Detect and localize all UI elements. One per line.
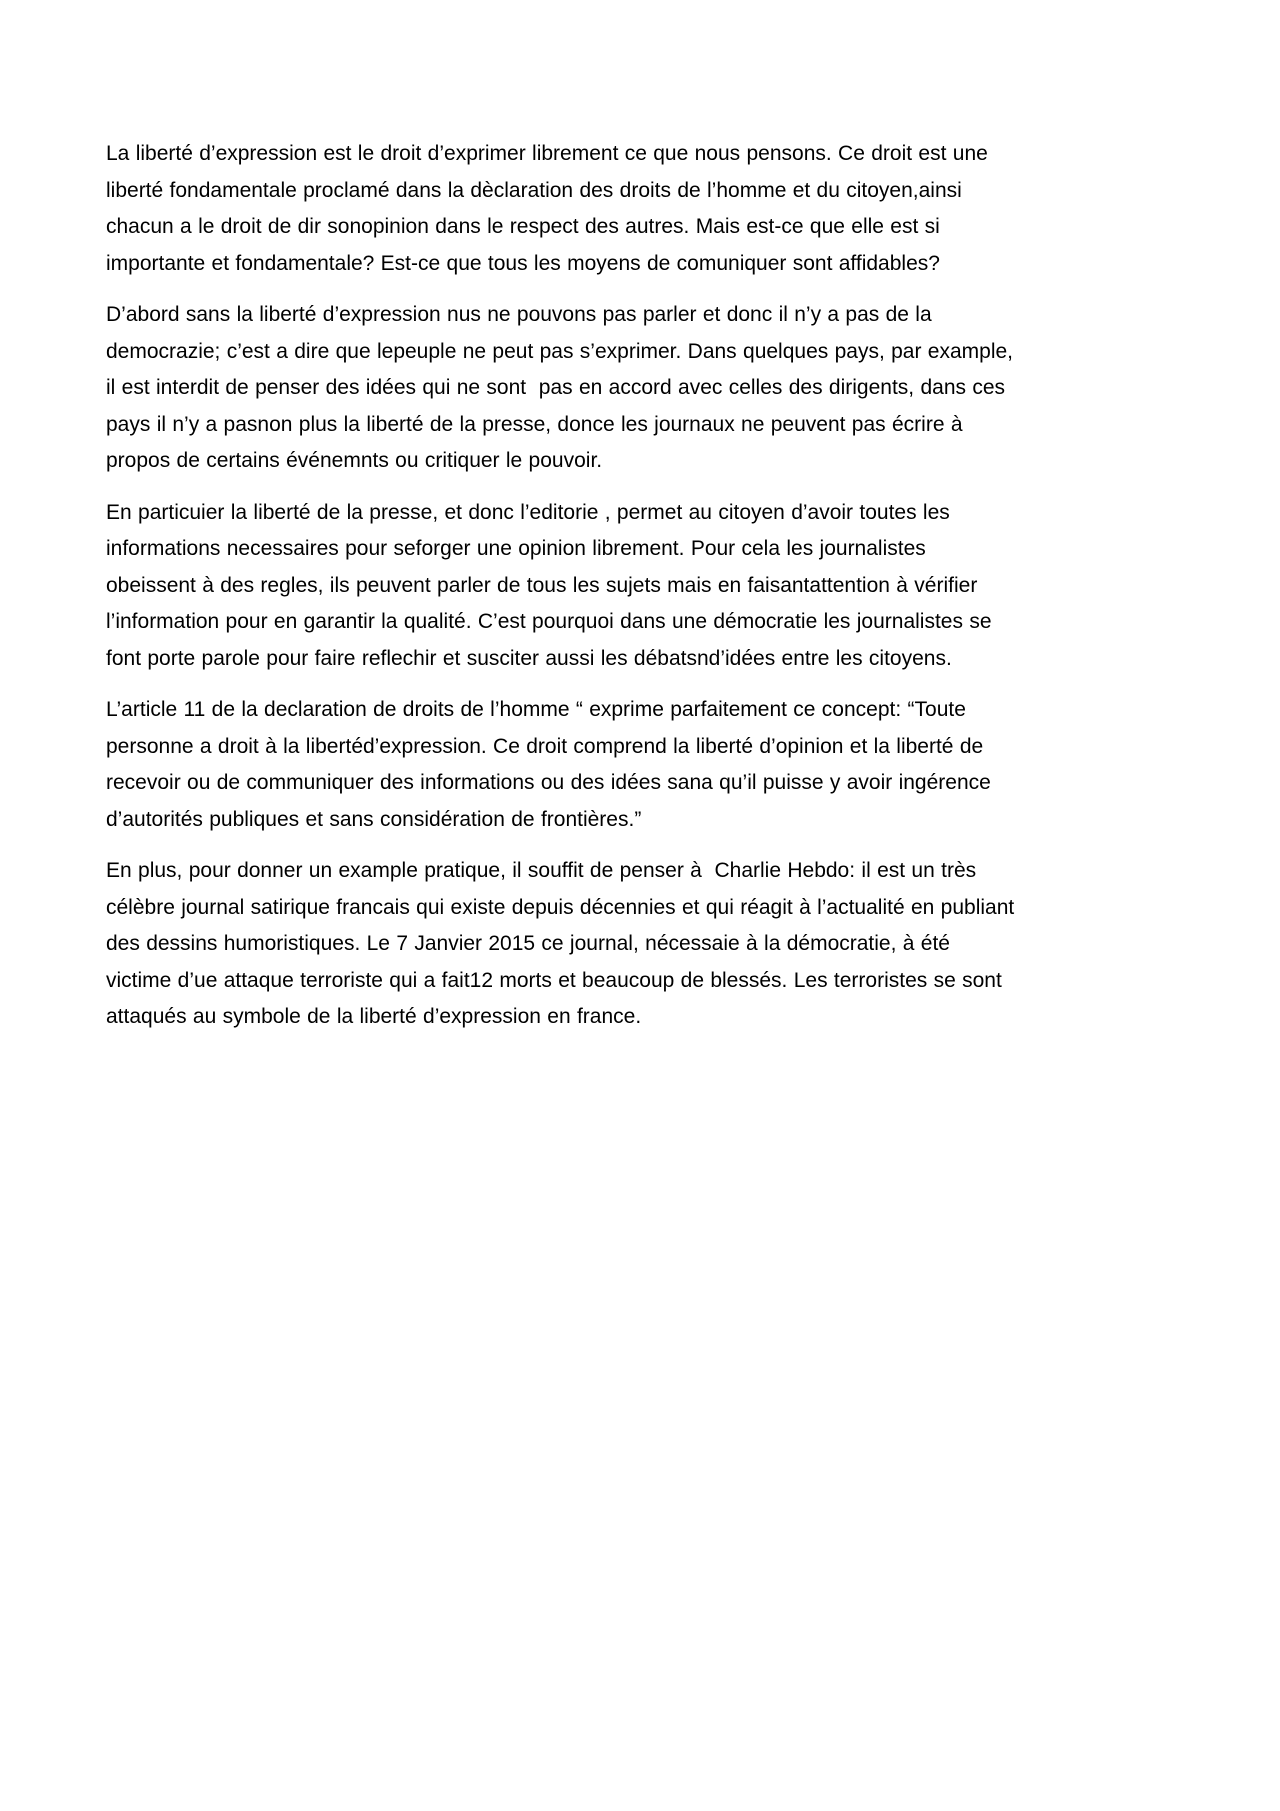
paragraph-liberte-presse: En particuier la liberté de la presse, et donc l’editorie , permet au citoyen d’avoir toutes les informations necessaires pour seforger une opinion librement. Pour cela les journalistes obeissent à des regles, ils peuvent parler de tous les sujets mais en faisantattention à vérifier l’information pour en garantir la qualité. C’est pourquoi dans une démocratie les journalistes se font porte parole pour faire reflechir et susciter aussi les débatsnd’idées entre les citoyens. — [106, 500, 998, 670]
paragraph-article-11-citation: L’article 11 de la declaration de droits de l’homme “ exprime parfaitement ce concept: “Toute personne a droit à la libertéd’expression. Ce droit comprend la liberté d’opinion et la liberté de recevoir ou de communiquer des informations ou des idées sana qu’il puisse y avoir ingérence d’autorités publiques et sans considération de frontières.” — [106, 698, 998, 831]
paragraph-intro-liberte-expression: La liberté d’expression est le droit d’exprimer librement ce que nous pensons. Ce droit est une liberté fondamentale proclamé dans la dèclaration des droits de l’homme et du citoyen,ainsi chacun a le droit de dir sonopinion dans le respect des autres. Mais est-ce que elle est si importante et fondamentale? Est-ce que tous les moyens de comuniquer sont affidables? — [106, 142, 995, 275]
paragraph-charlie-hebdo: En plus, pour donner un example pratique, il souffit de penser à Charlie Hebdo: il est un très célèbre journal satirique francais qui existe depuis décennies et qui réagit à l’actualité en publiant des dessins humoristiques. Le 7 Janvier 2015 ce journal, nécessaie à la démocratie, à été victime d’ue attaque terroriste qui a fait12 morts et beaucoup de blessés. Les terroristes se sont attaqués au symbole de la liberté d’expression en france. — [106, 859, 1021, 1028]
paragraph-dabord-democratie: D’abord sans la liberté d’expression nus ne pouvons pas parler et donc il n’y a pas de la democrazie; c’est a dire que lepeuple ne peut pas s’exprimer. Dans quelques pays, par example, il est interdit de penser des idées qui ne sont pas en accord avec celles des dirigents, dans ces pays il n’y a pasnon plus la liberté de la presse, donce les journaux ne peuvent pas écrire à propos de certains événemnts ou critiquer le pouvoir. — [106, 303, 1020, 472]
